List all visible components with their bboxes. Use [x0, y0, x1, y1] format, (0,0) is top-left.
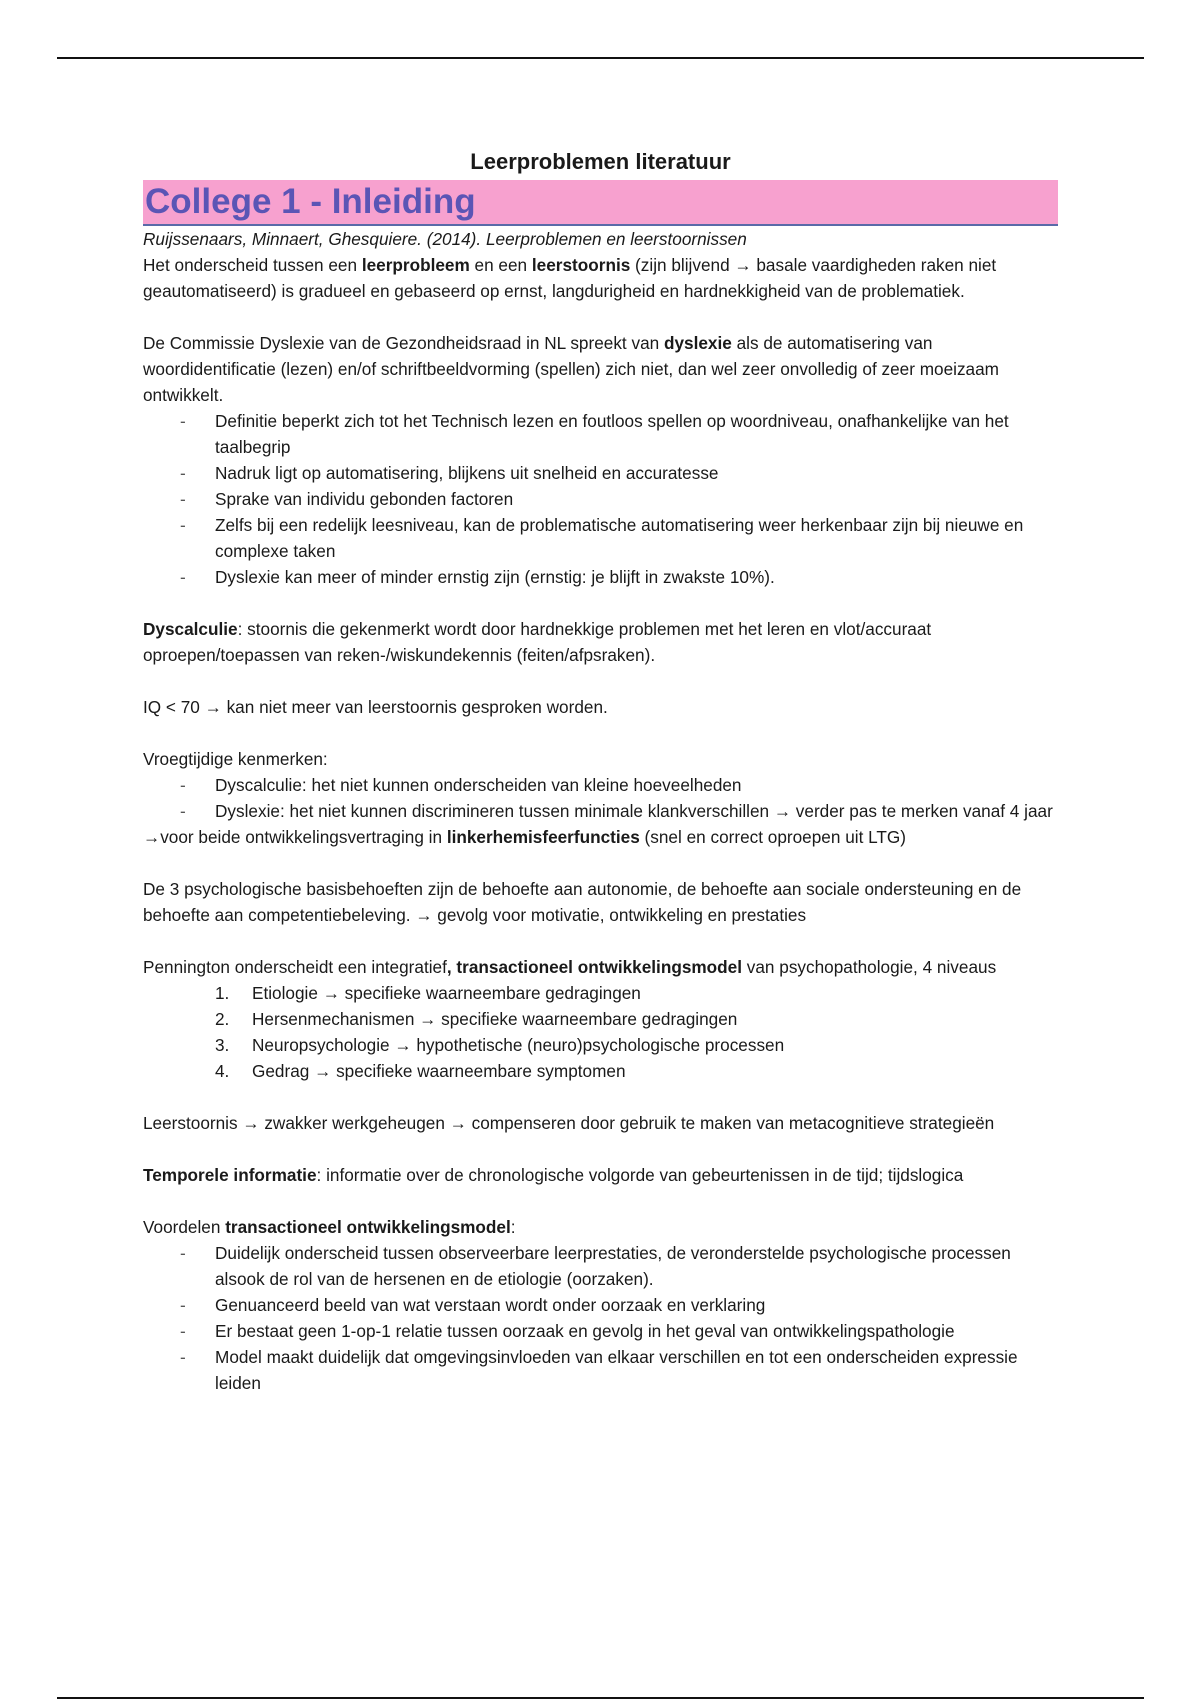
- niveaus-list: [143, 980, 1058, 1084]
- page-top-rule: [57, 57, 1144, 59]
- section-heading: College 1 - Inleiding: [143, 180, 1058, 226]
- list-item: - Dyscalculie: het niet kunnen onderscheiden van kleine hoeveelheden: [215, 772, 1058, 798]
- paragraph-dyslexie: De Commissie Dyslexie van de Gezondheidsraad in NL spreekt van dyslexie als de automatisering van woordidentificatie (lezen) en/of schriftbeeldvorming (spellen) zich niet, dan wel zeer onvolledig of zeer moeizaam ontwikkelt.: [143, 333, 999, 405]
- citation: Ruijssenaars, Minnaert, Ghesquiere. (2014). Leerproblemen en leerstoornissen: [143, 229, 747, 249]
- paragraph-temporele: Temporele informatie: informatie over de chronologische volgorde van gebeurtenissen in de tijd; tijdslogica: [143, 1165, 964, 1185]
- paragraph-dyscalculie: Dyscalculie: stoornis die gekenmerkt wordt door hardnekkige problemen met het leren en vlot/accuraat oproepen/toepassen van reken-/wiskundekennis (feiten/afpsraken).: [143, 619, 932, 665]
- list-item: - Zelfs bij een redelijk leesniveau, kan de problematische automatisering weer herkenbaar zijn bij nieuwe en complexe taken: [215, 512, 1058, 564]
- list-item: 1. Etiologie → specifieke waarneembare gedragingen: [215, 983, 641, 1003]
- vroegtijdig-list: [143, 772, 1058, 824]
- list-item: - Model maakt duidelijk dat omgevingsinvloeden van elkaar verschillen en tot een onderscheiden expressie leiden: [215, 1344, 1058, 1396]
- paragraph-iq: IQ < 70 → kan niet meer van leerstoornis gesproken worden.: [143, 697, 608, 717]
- list-item: - Er bestaat geen 1-op-1 relatie tussen oorzaak en gevolg in het geval van ontwikkelingspathologie: [215, 1318, 1058, 1344]
- list-item: - Dyslexie: het niet kunnen discrimineren tussen minimale klankverschillen → verder pas te merken vanaf 4 jaar: [215, 798, 1058, 824]
- page-bottom-rule: [57, 1697, 1144, 1699]
- list-item: - Definitie beperkt zich tot het Technisch lezen en foutloos spellen op woordniveau, onafhankelijke van het taalbegrip: [215, 408, 1058, 460]
- paragraph-pennington: Pennington onderscheidt een integratief, transactioneel ontwikkelingsmodel van psychopathologie, 4 niveaus: [143, 957, 997, 977]
- list-item: - Genuanceerd beeld van wat verstaan wordt onder oorzaak en verklaring: [215, 1292, 1058, 1318]
- list-item: - Nadruk ligt op automatisering, blijkens uit snelheid en accuratesse: [215, 460, 1058, 486]
- paragraph-leerprobleem: Het onderscheid tussen een leerprobleem en een leerstoornis (zijn blijvend → basale vaardigheden raken niet geautomatiseerd) is gradueel en gebaseerd op ernst, langdurigheid en hardnekkigheid van de problematiek.: [143, 255, 997, 301]
- list-item: 2. Hersenmechanismen → specifieke waarneembare gedragingen: [215, 1009, 738, 1029]
- paragraph-leerstoornis: Leerstoornis → zwakker werkgeheugen → compenseren door gebruik te maken van metacognitieve strategieën: [143, 1113, 995, 1133]
- voordelen-list: [143, 1240, 1058, 1396]
- paragraph-linkerhemisfeer: →voor beide ontwikkelingsvertraging in linkerhemisfeerfuncties (snel en correct oproepen uit LTG): [143, 827, 906, 847]
- list-item: - Dyslexie kan meer of minder ernstig zijn (ernstig: je blijft in zwakste 10%).: [215, 564, 1058, 590]
- document-title: Leerproblemen literatuur: [470, 149, 731, 174]
- list-item: - Duidelijk onderscheid tussen observeerbare leerprestaties, de veronderstelde psychologische processen alsook de rol van de hersenen en de etiologie (oorzaken).: [215, 1240, 1058, 1292]
- paragraph-basisbehoeften: De 3 psychologische basisbehoeften zijn de behoefte aan autonomie, de behoefte aan sociale ondersteuning en de behoefte aan competentiebeleving. → gevolg voor motivatie, ontwikkeling en prestaties: [143, 879, 1022, 925]
- list-item: - Sprake van individu gebonden factoren: [215, 486, 1058, 512]
- list-item: 3. Neuropsychologie → hypothetische (neuro)psychologische processen: [215, 1035, 785, 1055]
- paragraph-vroegtijdig: Vroegtijdige kenmerken:: [143, 749, 328, 769]
- list-item: 4. Gedrag → specifieke waarneembare symptomen: [215, 1061, 626, 1081]
- dyslexie-list: [143, 408, 1058, 590]
- document-body: [143, 144, 1058, 1396]
- paragraph-voordelen: Voordelen transactioneel ontwikkelingsmodel:: [143, 1217, 516, 1237]
